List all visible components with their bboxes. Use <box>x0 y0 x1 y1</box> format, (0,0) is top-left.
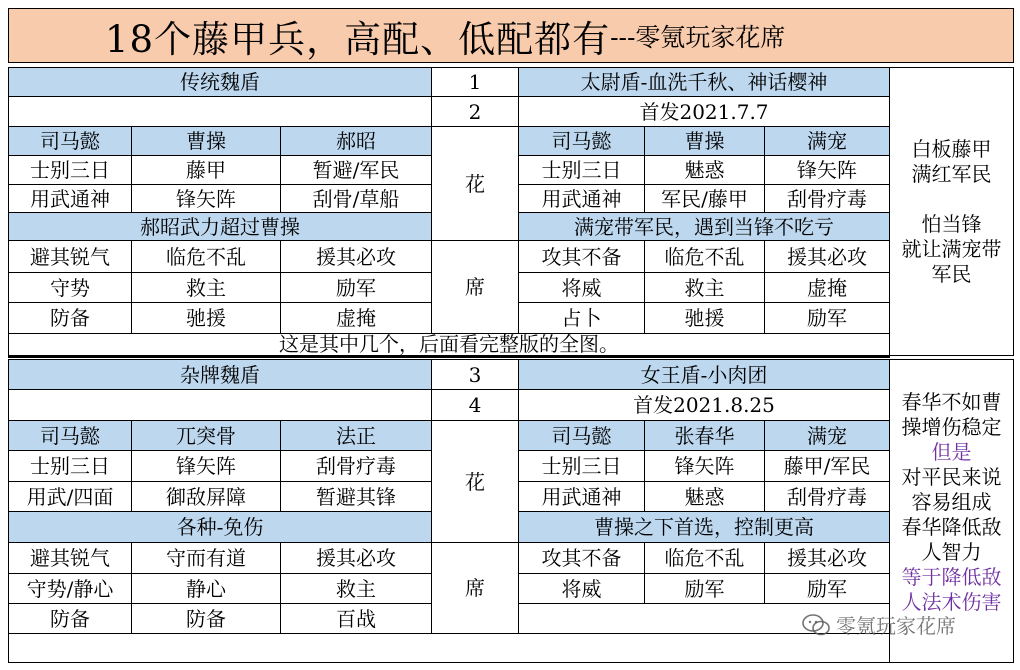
skill-cell: 临危不乱 <box>644 240 765 273</box>
skill-cell: 藤甲 <box>131 155 281 185</box>
hero-name: 曹操 <box>644 126 765 156</box>
side-note-line: 操增伤稳定 <box>901 415 1002 439</box>
skill-cell: 占卜 <box>518 302 645 334</box>
skill-cell: 藤甲/军民 <box>764 450 890 482</box>
side-note-line: 容易组成 <box>911 490 992 514</box>
skill-cell: 援其必攻 <box>764 240 890 273</box>
side-note-line: 就让满宠带 <box>901 236 1002 261</box>
row-number: 4 <box>431 389 519 421</box>
skill-cell: 避其锐气 <box>8 240 132 273</box>
hero-name: 法正 <box>280 420 432 451</box>
skill-cell: 士别三日 <box>8 450 132 482</box>
skill-cell: 励军 <box>280 272 432 303</box>
skill-cell: 士别三日 <box>8 155 132 185</box>
side-note-line: 军民 <box>931 261 972 286</box>
skill-cell: 虚掩 <box>764 272 890 303</box>
mid-label-xi: 席 <box>431 240 519 334</box>
skill-cell: 魅惑 <box>644 481 765 512</box>
side-note-line: 对平民来说 <box>901 465 1002 489</box>
skill-cell: 防备 <box>131 603 281 634</box>
skill-cell: 将威 <box>518 272 645 303</box>
hero-name: 满宠 <box>764 126 890 156</box>
skill-cell: 攻其不备 <box>518 542 645 574</box>
skill-cell: 锋矢阵 <box>131 184 281 213</box>
skill-cell: 临危不乱 <box>131 240 281 273</box>
row-number: 1 <box>431 67 519 97</box>
skill-cell: 御敌屏障 <box>131 481 281 512</box>
skill-cell: 避其锐气 <box>8 542 132 574</box>
skill-cell: 刮骨/草船 <box>280 184 432 213</box>
watermark <box>802 610 956 639</box>
mid-label-xi: 席 <box>431 542 519 634</box>
skill-cell: 刮骨疗毒 <box>764 481 890 512</box>
skill-cell: 刮骨疗毒 <box>280 450 432 482</box>
blank-cell <box>8 389 432 421</box>
side-note-line: 满红军民 <box>911 161 992 186</box>
skill-cell: 救主 <box>280 573 432 604</box>
hero-name: 张春华 <box>644 420 765 451</box>
skill-cell: 用武通神 <box>518 481 645 512</box>
title-main: 18个藤甲兵，高配、低配都有 <box>105 17 611 61</box>
skill-cell: 守而有道 <box>131 542 281 574</box>
side-note-line: 春华降低敌 <box>901 515 1002 539</box>
hero-name: 兀突骨 <box>131 420 281 451</box>
hero-name: 司马懿 <box>518 420 645 451</box>
side-note-line: 人法术伤害 <box>901 590 1002 614</box>
skill-cell: 救主 <box>644 272 765 303</box>
skill-cell: 刮骨疗毒 <box>764 184 890 213</box>
right-header: 女王盾-小肉团 <box>518 359 890 390</box>
section-divider <box>8 355 890 358</box>
left-note: 各种-免伤 <box>8 511 432 543</box>
hero-name: 曹操 <box>131 126 281 156</box>
side-note-line: 但是 <box>931 440 972 464</box>
skill-cell: 守势/静心 <box>8 573 132 604</box>
right-note: 满宠带军民，遇到当锋不吃亏 <box>518 212 890 241</box>
skill-cell: 励军 <box>764 302 890 334</box>
skill-cell: 临危不乱 <box>644 542 765 574</box>
skill-cell: 军民/藤甲 <box>644 184 765 213</box>
bottom-blank-row <box>8 633 890 663</box>
title-sub: ---零氪玩家花席 <box>610 22 786 52</box>
skill-cell: 锋矢阵 <box>644 450 765 482</box>
watermark-text: 零氪玩家花席 <box>836 614 956 638</box>
top-side-note <box>889 67 1014 356</box>
footer-note: 这是其中几个，后面看完整版的全图。 <box>8 333 890 356</box>
row-number: 2 <box>431 96 519 127</box>
skill-cell: 百战 <box>280 603 432 634</box>
release-date: 首发2021.7.7 <box>518 96 890 127</box>
hero-name: 满宠 <box>764 420 890 451</box>
side-note-line: 春华不如曹 <box>901 390 1002 414</box>
skill-cell: 援其必攻 <box>280 542 432 574</box>
left-note: 郝昭武力超过曹操 <box>8 212 432 241</box>
right-note: 曹操之下首选，控制更高 <box>518 511 890 543</box>
skill-cell: 锋矢阵 <box>764 155 890 185</box>
page-title <box>8 8 1014 63</box>
skill-cell: 用武/四面 <box>8 481 132 512</box>
skill-cell: 攻其不备 <box>518 240 645 273</box>
mid-label-hua: 花 <box>431 126 519 241</box>
skill-cell: 士别三日 <box>518 155 645 185</box>
skill-cell: 援其必攻 <box>764 542 890 574</box>
skill-cell: 虚掩 <box>280 302 432 334</box>
left-header: 杂牌魏盾 <box>8 359 432 390</box>
skill-cell: 防备 <box>8 603 132 634</box>
wechat-icon <box>802 614 830 636</box>
skill-cell: 用武通神 <box>518 184 645 213</box>
row-number: 3 <box>431 359 519 390</box>
right-header: 太尉盾-血洗千秋、神话樱神 <box>518 67 890 97</box>
skill-cell: 将威 <box>518 573 645 604</box>
skill-cell: 用武通神 <box>8 184 132 213</box>
left-header: 传统魏盾 <box>8 67 432 97</box>
hero-name: 郝昭 <box>280 126 432 156</box>
side-note-line: 白板藤甲 <box>911 136 992 161</box>
hero-name: 司马懿 <box>518 126 645 156</box>
skill-cell: 驰援 <box>131 302 281 334</box>
side-note-line: 人智力 <box>921 540 982 564</box>
skill-cell: 援其必攻 <box>280 240 432 273</box>
blank-cell <box>8 96 432 127</box>
skill-cell: 士别三日 <box>518 450 645 482</box>
release-date: 首发2021.8.25 <box>518 389 890 421</box>
side-note-line <box>948 187 954 212</box>
skill-cell: 驰援 <box>644 302 765 334</box>
side-note-line: 等于降低敌 <box>901 565 1002 589</box>
hero-name: 司马懿 <box>8 420 132 451</box>
skill-cell: 锋矢阵 <box>131 450 281 482</box>
skill-cell: 静心 <box>131 573 281 604</box>
skill-cell: 救主 <box>131 272 281 303</box>
skill-cell: 魅惑 <box>644 155 765 185</box>
side-note-line: 怕当锋 <box>921 211 982 236</box>
hero-name: 司马懿 <box>8 126 132 156</box>
skill-cell: 防备 <box>8 302 132 334</box>
mid-label-hua: 花 <box>431 420 519 543</box>
skill-cell: 暂避/军民 <box>280 155 432 185</box>
skill-cell: 暂避其锋 <box>280 481 432 512</box>
skill-cell: 励军 <box>644 573 765 604</box>
skill-cell: 守势 <box>8 272 132 303</box>
skill-cell: 励军 <box>764 573 890 604</box>
